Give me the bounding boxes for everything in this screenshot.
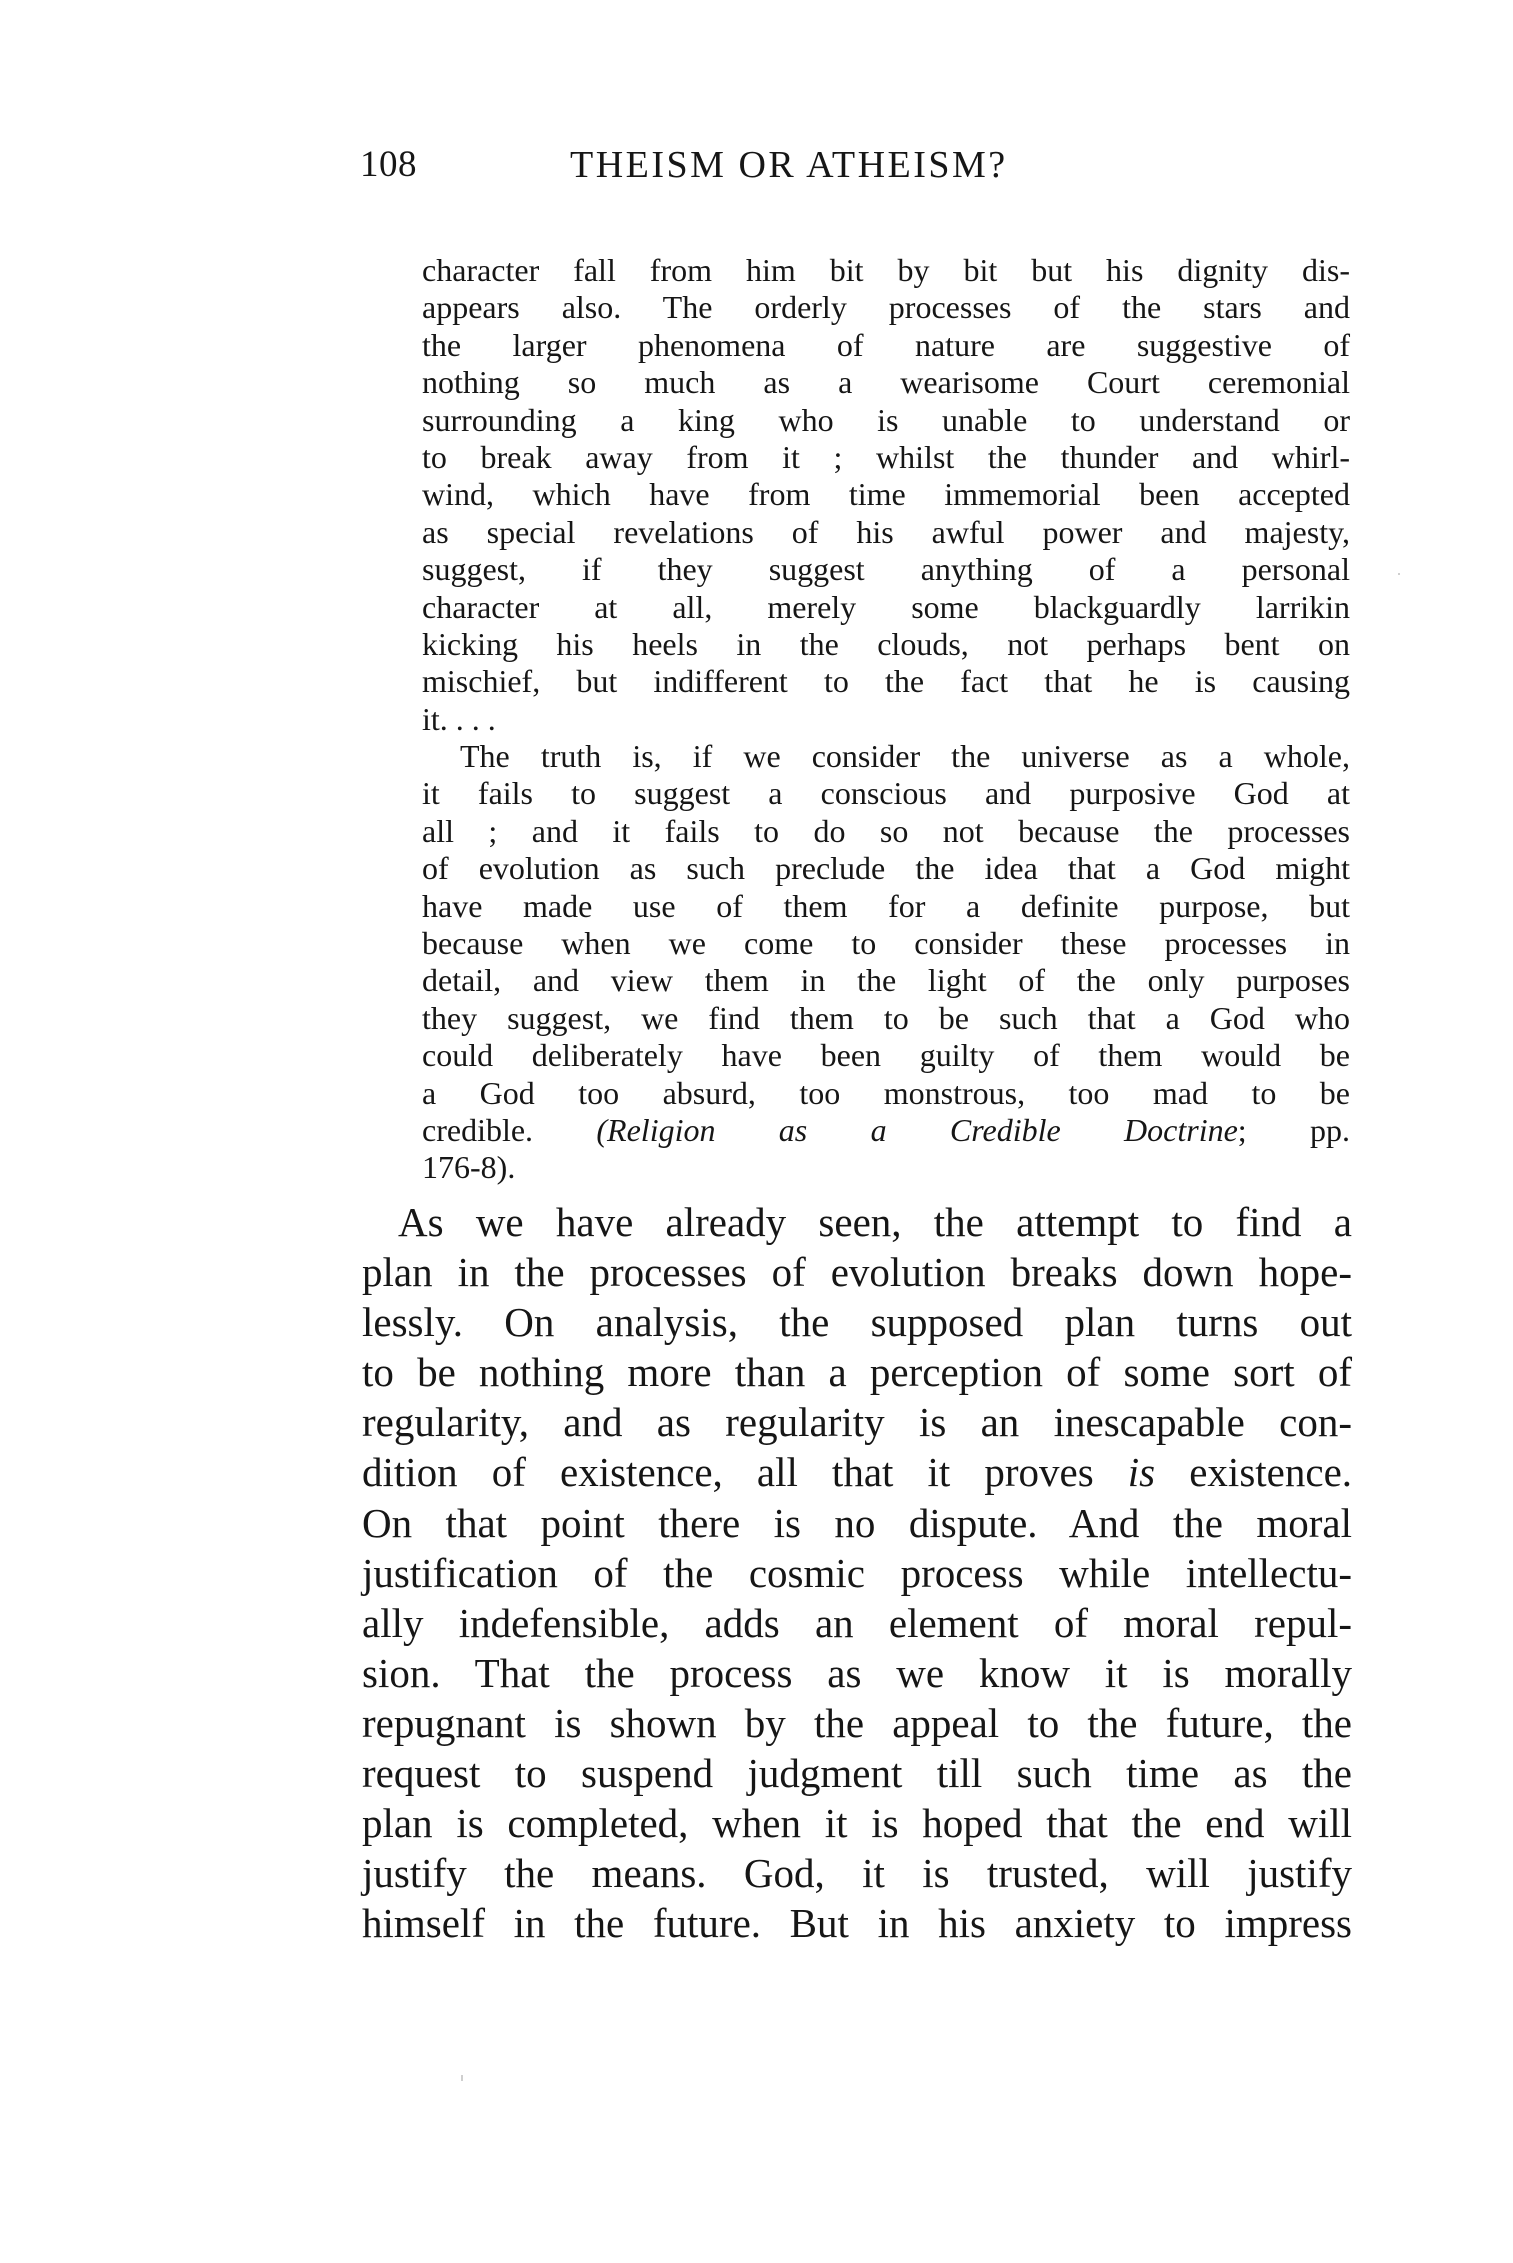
quote-line: because when we come to consider these processes in	[422, 925, 1350, 962]
body-line: justify the means. God, it is trusted, will justify	[362, 1850, 1352, 1897]
block-quote	[422, 252, 1350, 1187]
quote-line: detail, and view them in the light of the only purposes	[422, 962, 1350, 999]
page-number: 108	[360, 144, 417, 185]
emphasis-word: is	[1127, 1449, 1156, 1496]
citation-title: (Religion as a Credible Doctrine	[596, 1111, 1238, 1148]
quote-line: the larger phenomena of nature are suggestive of	[422, 326, 1350, 363]
quote-line: kicking his heels in the clouds, not perhaps bent on	[422, 625, 1350, 662]
quote-line: appears also. The orderly processes of the stars and	[422, 289, 1350, 326]
citation-lead: credible.	[422, 1111, 534, 1148]
body-line-text: dition of existence, all that it proves	[362, 1449, 1094, 1496]
quote-line: have made use of them for a definite purpose, but	[422, 887, 1350, 924]
body-line: to be nothing more than a perception of some sort of	[362, 1349, 1352, 1396]
quote-line: character at all, merely some blackguardly larrikin	[422, 588, 1350, 625]
quote-line: a God too absurd, too monstrous, too mad to be	[422, 1074, 1350, 1111]
scan-speck	[461, 2075, 463, 2081]
quote-line: to break away from it ; whilst the thunder and whirl-	[422, 438, 1350, 475]
quote-citation-line	[422, 1112, 1350, 1149]
body-line: lessly. On analysis, the supposed plan turns out	[362, 1299, 1352, 1346]
quote-line: could deliberately have been guilty of them would be	[422, 1037, 1350, 1074]
quote-line: The truth is, if we consider the universe as a whole,	[460, 738, 1350, 775]
quote-citation-end: 176-8).	[422, 1149, 516, 1186]
body-paragraph	[362, 1197, 1352, 1948]
body-line: sion. That the process as we know it is morally	[362, 1649, 1352, 1696]
quote-line: nothing so much as a wearisome Court ceremonial	[422, 364, 1350, 401]
body-line: repugnant is shown by the appeal to the future, the	[362, 1699, 1352, 1746]
body-line: plan in the processes of evolution breaks down hope-	[362, 1249, 1352, 1296]
body-line: himself in the future. But in his anxiety to impress	[362, 1900, 1352, 1947]
body-line-emphasis	[362, 1447, 1352, 1497]
quote-line: it fails to suggest a conscious and purposive God at	[422, 775, 1350, 812]
quote-line: wind, which have from time immemorial been accepted	[422, 476, 1350, 513]
quote-line: they suggest, we find them to be such that a God who	[422, 999, 1350, 1036]
quote-line: suggest, if they suggest anything of a personal	[422, 551, 1350, 588]
body-line: request to suspend judgment till such time as the	[362, 1750, 1352, 1797]
body-line: ally indefensible, adds an element of moral repul-	[362, 1599, 1352, 1646]
emphasis-tail: existence.	[1189, 1449, 1353, 1496]
quote-line: mischief, but indifferent to the fact that he is causing	[422, 663, 1350, 700]
body-line: plan is completed, when it is hoped that the end will	[362, 1800, 1352, 1847]
quote-line: it. . . .	[422, 700, 496, 737]
body-line: On that point there is no dispute. And the moral	[362, 1499, 1352, 1546]
quote-line: of evolution as such preclude the idea that a God might	[422, 850, 1350, 887]
quote-line: surrounding a king who is unable to understand or	[422, 401, 1350, 438]
running-title: THEISM OR ATHEISM?	[570, 144, 1008, 186]
running-header	[360, 143, 1360, 203]
body-line: regularity, and as regularity is an inescapable con-	[362, 1399, 1352, 1446]
quote-line: character fall from him bit by bit but his dignity dis-	[422, 252, 1350, 288]
quote-line: as special revelations of his awful power and majesty,	[422, 513, 1350, 550]
scan-speck	[1398, 573, 1400, 575]
citation-pages: ; pp.	[1237, 1111, 1351, 1148]
body-line: justification of the cosmic process while intellectu-	[362, 1549, 1352, 1596]
quote-line: all ; and it fails to do so not because the processes	[422, 812, 1350, 849]
body-line: As we have already seen, the attempt to find a	[398, 1199, 1352, 1245]
